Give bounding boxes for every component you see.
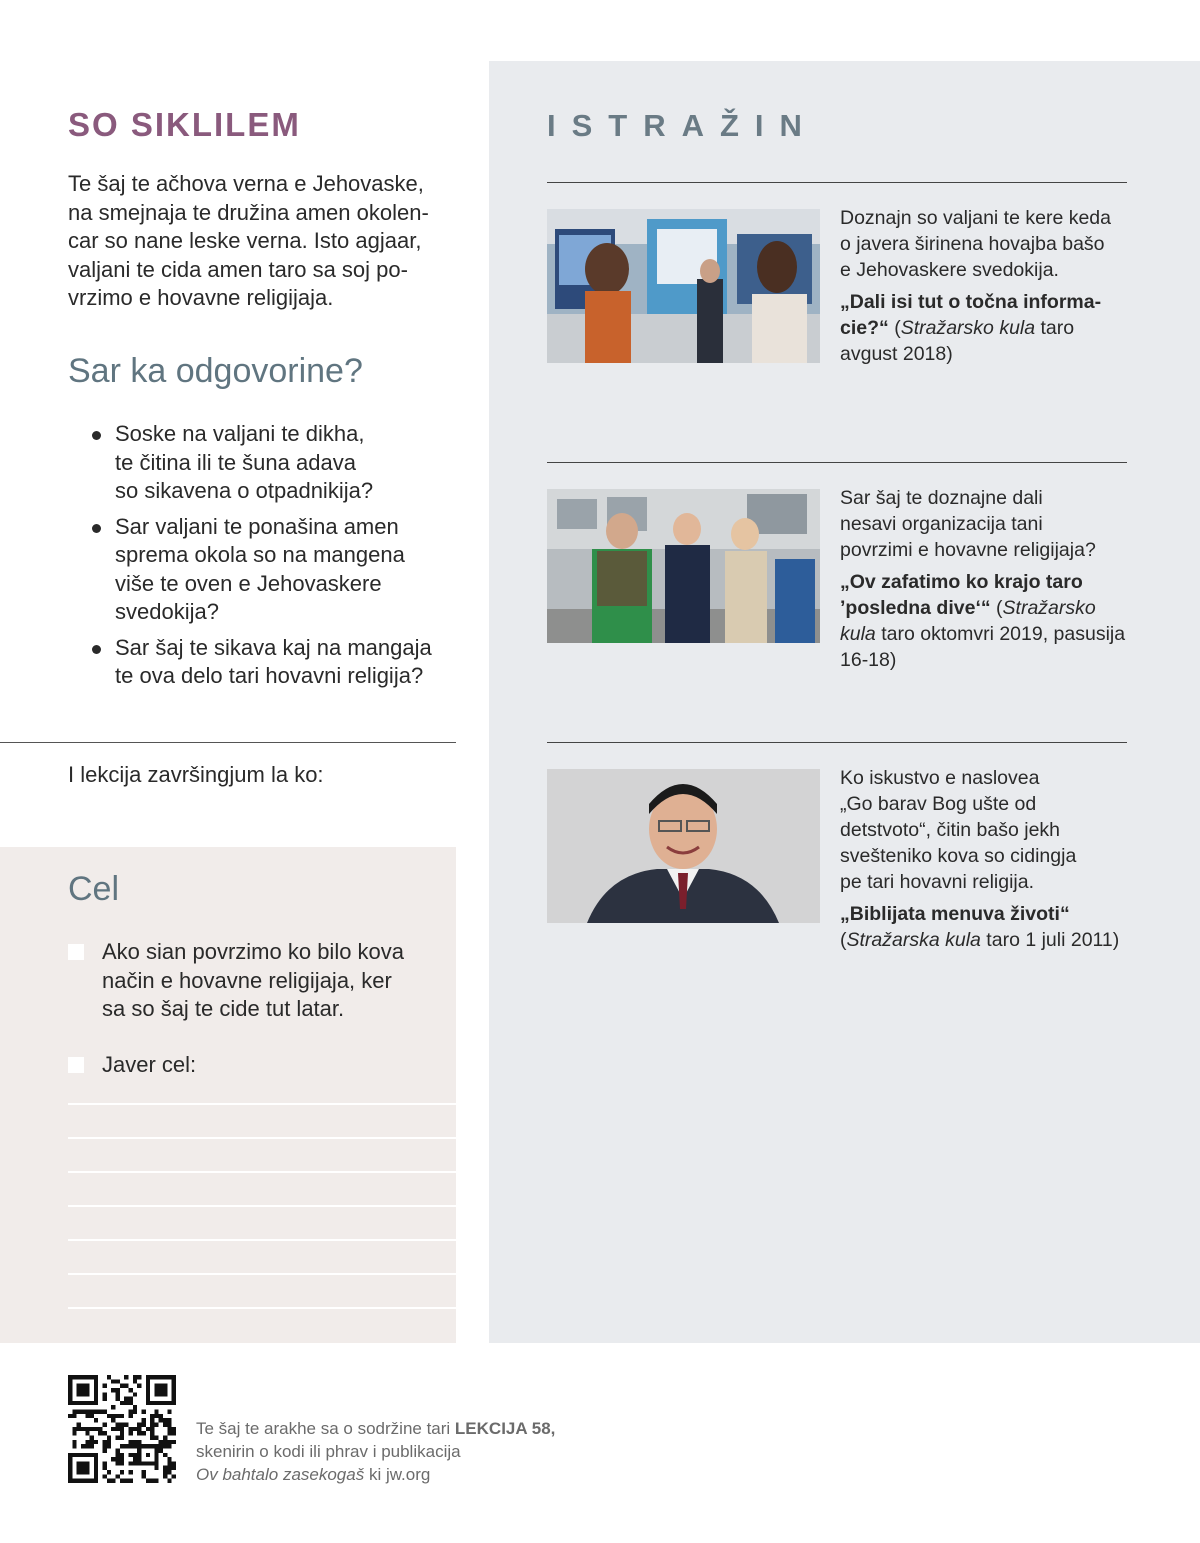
write-line[interactable] <box>68 1205 456 1207</box>
goal-checkbox[interactable] <box>68 944 84 960</box>
explore-item-desc: Ko iskustvo e naslovea „Go barav Bog ušte od detstvoto“, čitin bašo jekh sveštenikо kova so cidingja pe tari hovavni religija. „Biblijata menuva životi“ (Stražarska kula taro 1 juli 2011) <box>840 765 1130 953</box>
write-line[interactable] <box>68 1239 456 1241</box>
goal-item-other <box>68 1051 438 1080</box>
question-item: Sar šaj te sikava kaj na mangaja te ova delo tari hovavni religija? <box>92 634 457 691</box>
questions-list <box>92 420 457 698</box>
goal-item <box>68 938 438 1024</box>
questions-title: Sar ka odgovorine? <box>68 352 363 390</box>
lesson-finished-label: I lekcija završingjum la ko: <box>68 762 324 787</box>
newsstand-screens-image[interactable] <box>547 209 820 363</box>
write-line[interactable] <box>68 1103 456 1105</box>
question-item: Soske na valjani te dikha, te čitina ili te šuna adava so sikavena o otpadnikija? <box>92 420 457 506</box>
write-line[interactable] <box>68 1273 456 1275</box>
divider <box>0 742 456 743</box>
article-link[interactable]: „Dali isi tut o točna informa- cie?“ (Stražarsko kula taro avgust 2018) <box>840 291 1102 365</box>
goal-title: Cel <box>68 870 120 908</box>
divider <box>547 742 1127 743</box>
goal-panel <box>0 847 456 1343</box>
footer-note: Te šaj te arakhe sa o sodržine tari LEKCIJA 58, skenirin o kodi ili phrav i publikacija Ov bahtalo zasekogaš ki jw.org <box>196 1419 556 1484</box>
divider <box>547 182 1127 183</box>
goal-item-text: Javer cel: <box>102 1052 197 1077</box>
section-title-explore: ISTRAŽIN <box>547 108 818 143</box>
section-title-learned: SO SIKLILEM <box>68 106 301 143</box>
man-portrait-image[interactable] <box>547 769 820 923</box>
divider <box>547 462 1127 463</box>
write-line[interactable] <box>68 1171 456 1173</box>
street-witnessing-image[interactable] <box>547 489 820 643</box>
learn-summary: Te šaj te ačhova verna e Jehovaske, na smejnaja te družina amen okolen- car so nane leske verna. Isto agjaar, valjani te cida amen taro sa soj po- vrzimo e hovavne religijaja. <box>68 171 429 310</box>
goal-item-text: Ako sian povrzimo ko bilo kova način e hovavne religijaja, ker sa so šaj te cide tut latar. <box>102 939 405 1021</box>
explore-item-desc: Sar šaj te doznajne dali nesavi organizacija tani povrzimi e hovavne religijaja? „Ov zafatimo ko krajo taro ’posledna dive‘“ (Stražarsko kula taro oktomvri 2019, pasusija 16-18) <box>840 485 1130 673</box>
explore-item-desc: Doznajn so valjani te kere keda o javera širinena hovajba bašo e Jehovaskere svedokija. „Dali isi tut o točna informa- cie?“ (Stražarsko kula taro avgust 2018) <box>840 205 1130 367</box>
article-link[interactable]: „Biblijata menuva životi“ (Stražarska kula taro 1 juli 2011) <box>840 903 1120 951</box>
goal-checkbox[interactable] <box>68 1057 84 1073</box>
qr-code-icon[interactable] <box>68 1375 176 1483</box>
article-link[interactable]: „Ov zafatimo ko krajo taro ’posledna dive‘“ (Stražarsko kula taro oktomvri 2019, pasusija 16-18) <box>840 571 1126 671</box>
write-line[interactable] <box>68 1137 456 1139</box>
write-line[interactable] <box>68 1307 456 1309</box>
question-item: Sar valjani te ponašina amen sprema okola so na mangena više te oven e Jehovaskere svedokija? <box>92 513 457 627</box>
